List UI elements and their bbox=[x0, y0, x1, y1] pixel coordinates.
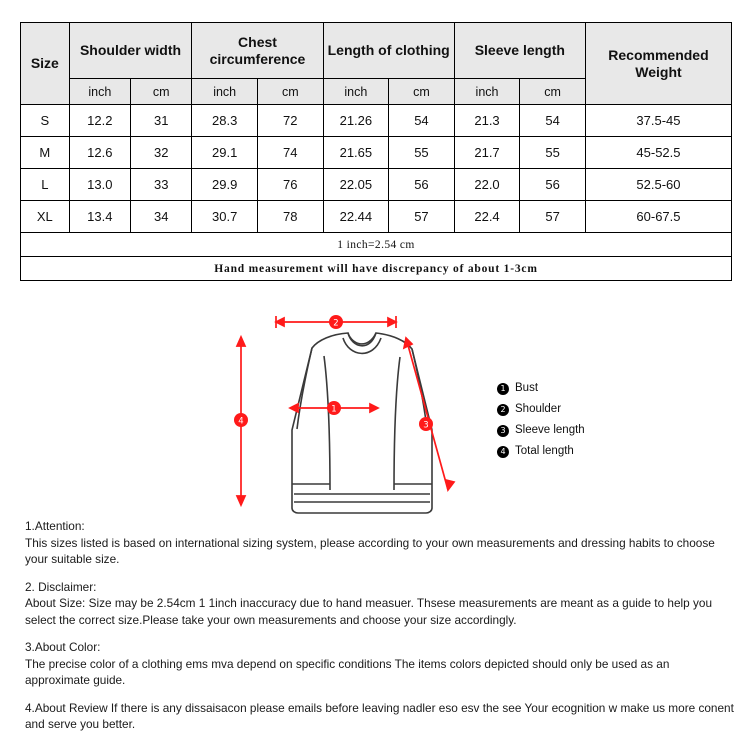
size-table-head bbox=[21, 23, 732, 105]
legend-item-shoulder bbox=[497, 399, 667, 420]
cell-chest-inch: 30.7 bbox=[192, 201, 258, 233]
cell-length-inch: 21.26 bbox=[323, 105, 389, 137]
legend-bullet-2-icon: 2 bbox=[497, 404, 509, 416]
cell-sleeve-cm: 54 bbox=[520, 105, 586, 137]
unit-length-inch: inch bbox=[323, 79, 389, 105]
legend-label-total-length: Total length bbox=[515, 445, 574, 457]
diagram-marker-total-length bbox=[234, 413, 248, 427]
cell-shoulder-inch: 12.6 bbox=[69, 137, 130, 169]
legend-item-total-length bbox=[497, 441, 667, 462]
legend-bullet-3-icon: 3 bbox=[497, 425, 509, 437]
cell-chest-inch: 29.1 bbox=[192, 137, 258, 169]
legend-bullet-4-icon: 4 bbox=[497, 446, 509, 458]
cell-sleeve-inch: 21.3 bbox=[454, 105, 520, 137]
cell-chest-cm: 76 bbox=[257, 169, 323, 201]
cell-chest-cm: 72 bbox=[257, 105, 323, 137]
cell-chest-inch: 29.9 bbox=[192, 169, 258, 201]
cell-weight: 37.5-45 bbox=[585, 105, 731, 137]
svg-text:2: 2 bbox=[333, 318, 339, 329]
table-footnote-discrepancy-row bbox=[21, 257, 732, 281]
table-row bbox=[21, 105, 732, 137]
unit-chest-inch: inch bbox=[192, 79, 258, 105]
table-row bbox=[21, 169, 732, 201]
cell-size: XL bbox=[21, 201, 70, 233]
cell-shoulder-cm: 31 bbox=[131, 105, 192, 137]
cell-length-inch: 22.05 bbox=[323, 169, 389, 201]
cell-size: S bbox=[21, 105, 70, 137]
note-disclaimer-body: About Size: Size may be 2.54cm 1 1inch inaccuracy due to hand measuer. Thsese measurements are meant as a guide to help you select the correct size.Please take your own measurements and choose your size accordingly. bbox=[25, 596, 713, 627]
note-about-review bbox=[25, 700, 735, 733]
table-row bbox=[21, 201, 732, 233]
cell-chest-inch: 28.3 bbox=[192, 105, 258, 137]
cell-sleeve-inch: 21.7 bbox=[454, 137, 520, 169]
header-sleeve-length: Sleeve length bbox=[454, 23, 585, 79]
cell-size: M bbox=[21, 137, 70, 169]
note-about-color-body: The precise color of a clothing ems mva depend on specific conditions The items colors depicted should only be used as an approximate guide. bbox=[25, 656, 670, 687]
legend-label-shoulder: Shoulder bbox=[515, 403, 562, 415]
note-attention bbox=[25, 518, 735, 568]
svg-text:1: 1 bbox=[331, 404, 337, 415]
cell-sleeve-cm: 57 bbox=[520, 201, 586, 233]
note-disclaimer bbox=[25, 579, 735, 629]
footnote-inch-conversion: 1 inch=2.54 cm bbox=[21, 233, 732, 257]
cell-chest-cm: 78 bbox=[257, 201, 323, 233]
cell-sleeve-cm: 55 bbox=[520, 137, 586, 169]
garment-measurement-diagram bbox=[200, 312, 530, 527]
notes-section bbox=[25, 518, 735, 744]
note-disclaimer-heading: 2. Disclaimer: bbox=[25, 579, 97, 594]
unit-length-cm: cm bbox=[389, 79, 455, 105]
header-recommended-weight: Recommended Weight bbox=[585, 23, 731, 105]
cell-weight: 60-67.5 bbox=[585, 201, 731, 233]
legend-item-sleeve-length bbox=[497, 420, 667, 441]
unit-sleeve-inch: inch bbox=[454, 79, 520, 105]
cell-sleeve-inch: 22.4 bbox=[454, 201, 520, 233]
cell-shoulder-cm: 34 bbox=[131, 201, 192, 233]
cell-weight: 45-52.5 bbox=[585, 137, 731, 169]
measurement-legend bbox=[497, 378, 667, 462]
diagram-marker-shoulder bbox=[329, 315, 343, 329]
legend-label-sleeve-length: Sleeve length bbox=[515, 424, 585, 436]
unit-shoulder-inch: inch bbox=[69, 79, 130, 105]
cell-length-inch: 21.65 bbox=[323, 137, 389, 169]
header-length-of-clothing: Length of clothing bbox=[323, 23, 454, 79]
note-attention-body: This sizes listed is based on international sizing system, please according to your own measurements and dressing habits to choose your suitable size. bbox=[25, 535, 715, 566]
note-about-review-body: 4.About Review If there is any dissaisacon please emails before leaving nadler eso esv the see Your ecognition w make us more conent and serve you better. bbox=[25, 700, 734, 731]
unit-chest-cm: cm bbox=[257, 79, 323, 105]
cell-shoulder-cm: 33 bbox=[131, 169, 192, 201]
cell-length-inch: 22.44 bbox=[323, 201, 389, 233]
note-about-color-heading: 3.About Color: bbox=[25, 640, 101, 654]
cell-length-cm: 56 bbox=[389, 169, 455, 201]
svg-text:4: 4 bbox=[238, 416, 244, 427]
diagram-marker-bust bbox=[327, 401, 341, 415]
unit-shoulder-cm: cm bbox=[131, 79, 192, 105]
cell-shoulder-inch: 13.0 bbox=[69, 169, 130, 201]
table-footnote-conversion-row bbox=[21, 233, 732, 257]
size-table-container bbox=[20, 22, 732, 281]
table-row bbox=[21, 137, 732, 169]
cell-shoulder-inch: 13.4 bbox=[69, 201, 130, 233]
table-group-header-row bbox=[21, 23, 732, 79]
header-size: Size bbox=[21, 23, 70, 105]
legend-item-bust bbox=[497, 378, 667, 399]
note-about-color bbox=[25, 639, 735, 689]
footnote-hand-measurement: Hand measurement will have discrepancy of about 1-3cm bbox=[21, 257, 732, 281]
size-table bbox=[20, 22, 732, 281]
cell-size: L bbox=[21, 169, 70, 201]
legend-bullet-1-icon: 1 bbox=[497, 383, 509, 395]
sweater-outline-icon bbox=[292, 333, 432, 513]
diagram-marker-sleeve bbox=[419, 417, 433, 431]
cell-sleeve-cm: 56 bbox=[520, 169, 586, 201]
header-chest-circumference: Chest circumference bbox=[192, 23, 323, 79]
cell-shoulder-inch: 12.2 bbox=[69, 105, 130, 137]
cell-length-cm: 55 bbox=[389, 137, 455, 169]
unit-sleeve-cm: cm bbox=[520, 79, 586, 105]
cell-length-cm: 54 bbox=[389, 105, 455, 137]
cell-sleeve-inch: 22.0 bbox=[454, 169, 520, 201]
note-attention-heading: 1.Attention: bbox=[25, 519, 85, 533]
legend-label-bust: Bust bbox=[515, 382, 539, 394]
sweater-diagram-svg bbox=[200, 312, 530, 527]
cell-weight: 52.5-60 bbox=[585, 169, 731, 201]
svg-text:3: 3 bbox=[423, 420, 429, 431]
header-shoulder-width: Shoulder width bbox=[69, 23, 192, 79]
cell-chest-cm: 74 bbox=[257, 137, 323, 169]
size-table-body bbox=[21, 105, 732, 281]
cell-shoulder-cm: 32 bbox=[131, 137, 192, 169]
cell-length-cm: 57 bbox=[389, 201, 455, 233]
